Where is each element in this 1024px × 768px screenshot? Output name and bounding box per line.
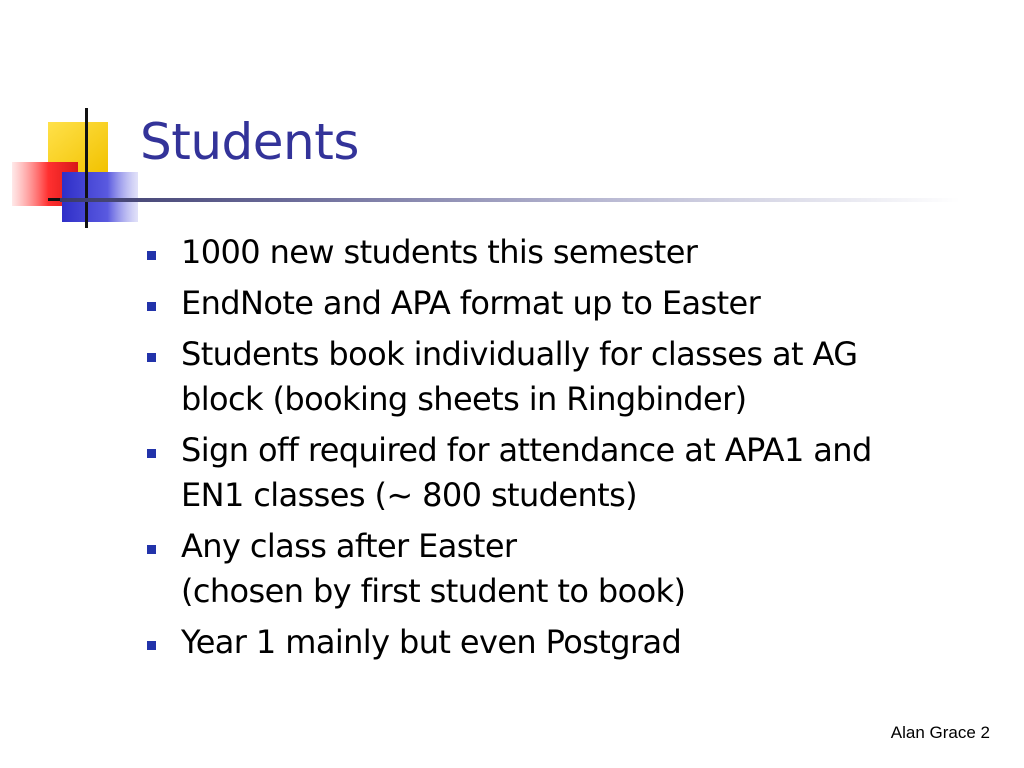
bullet-text: 1000 new students this semester: [181, 233, 698, 271]
slide-footer: Alan Grace 2: [890, 723, 990, 742]
bullet-item: [143, 620, 1003, 665]
bullet-text: Year 1 mainly but even Postgrad: [181, 623, 682, 661]
bullet-item: [143, 281, 1003, 326]
bullet-text: Students book individually for classes at AG block (booking sheets in Ringbinder): [181, 335, 858, 418]
square-bullet-icon: [147, 353, 156, 362]
logo-vertical-line: [85, 108, 88, 228]
title-underline: [60, 198, 960, 202]
square-bullet-icon: [147, 302, 156, 311]
bullet-item: [143, 428, 1003, 518]
logo-blue-square: [62, 172, 138, 222]
square-bullet-icon: [147, 251, 156, 260]
bullet-text: EndNote and APA format up to Easter: [181, 284, 761, 322]
square-bullet-icon: [147, 449, 156, 458]
template-logo-graphic: [0, 0, 140, 240]
square-bullet-icon: [147, 641, 156, 650]
bullet-item: [143, 230, 1003, 275]
bullet-item: [143, 332, 1003, 422]
bullet-text: Any class after Easter (chosen by first student to book): [181, 527, 686, 610]
bullet-list: [143, 230, 1003, 671]
bullet-item: [143, 524, 1003, 614]
slide-title: Students: [140, 113, 359, 171]
square-bullet-icon: [147, 545, 156, 554]
bullet-text: Sign off required for attendance at APA1 and EN1 classes (~ 800 students): [181, 431, 872, 514]
